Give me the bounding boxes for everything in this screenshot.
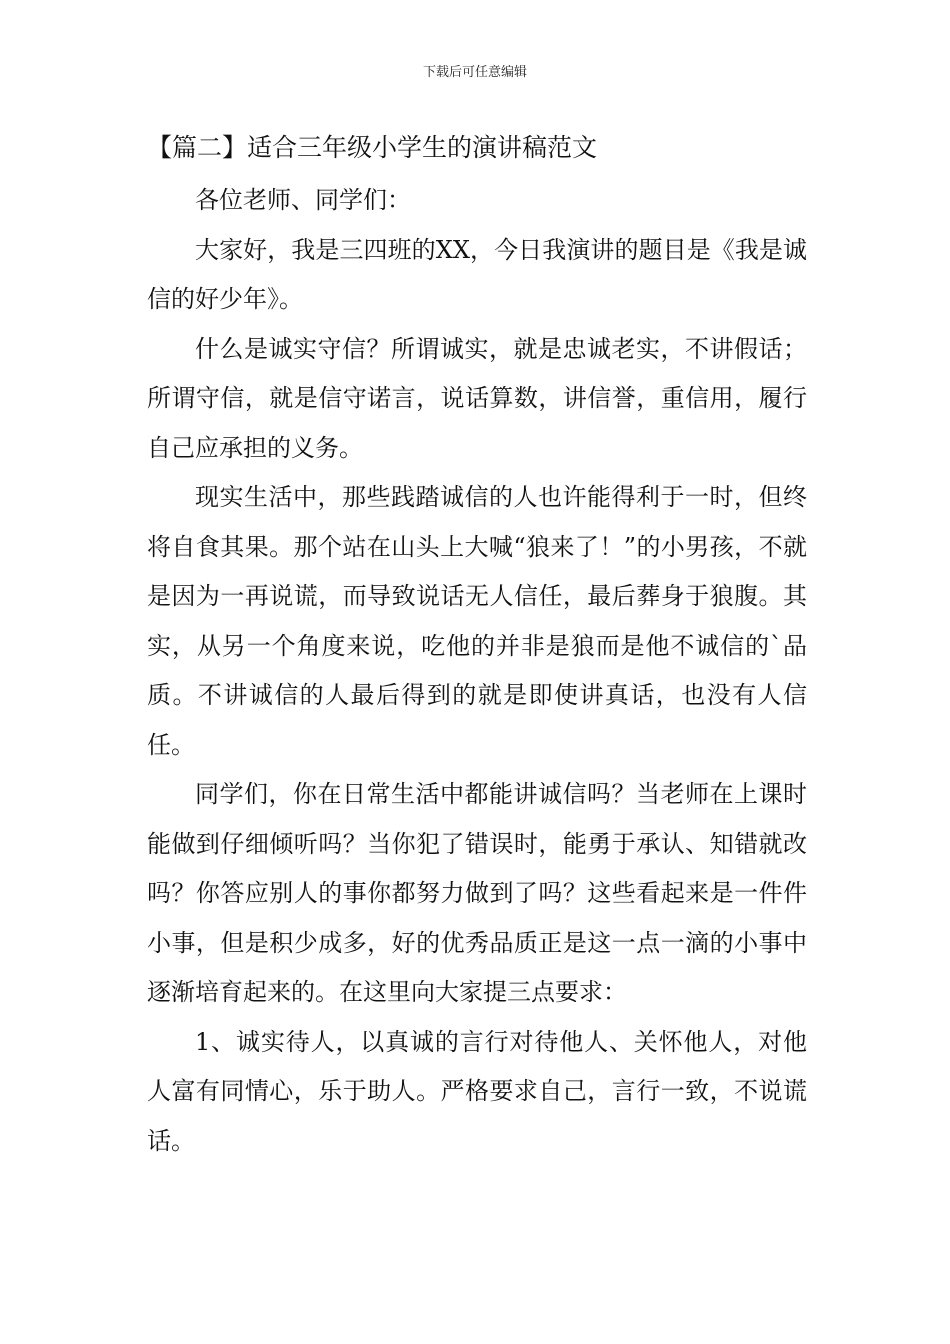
document-body — [147, 176, 807, 1166]
paragraph-requirement-1: 1、诚实待人，以真诚的言行对待他人、关怀他人，对他人富有同情心，乐于助人。严格要求自己，言行一致，不说谎话。 — [147, 1027, 807, 1155]
paragraph-questions: 同学们，你在日常生活中都能讲诚信吗？当老师在上课时能做到仔细倾听吗？当你犯了错误时，能勇于承认、知错就改吗？你答应别人的事你都努力做到了吗？这些看起来是一件件小事，但是积少成多，好的优秀品质正是这一点一滴的小事中逐渐培育起来的。在这里向大家提三点要求： — [147, 780, 807, 1006]
page-header-note: 下载后可任意编辑 — [422, 65, 527, 80]
document-title: 【篇二】适合三年级小学生的演讲稿范文 — [147, 133, 598, 162]
paragraph-greeting: 各位老师、同学们： — [195, 186, 411, 214]
paragraph-definition: 什么是诚实守信？所谓诚实，就是忠诚老实，不讲假话；所谓守信，就是信守诺言，说话算数，讲信誉，重信用，履行自己应承担的义务。 — [147, 334, 807, 462]
paragraph-example: 现实生活中，那些践踏诚信的人也许能得利于一时，但终将自食其果。那个站在山头上大喊“狼来了！”的小男孩，不就是因为一再说谎，而导致说话无人信任，最后葬身于狼腹。其实，从另一个角度来说，吃他的并非是狼而是他不诚信的`品质。不讲诚信的人最后得到的就是即使讲真话，也没有人信任。 — [147, 483, 807, 759]
paragraph-intro: 大家好，我是三四班的XX，今日我演讲的题目是《我是诚信的好少年》。 — [147, 235, 807, 313]
